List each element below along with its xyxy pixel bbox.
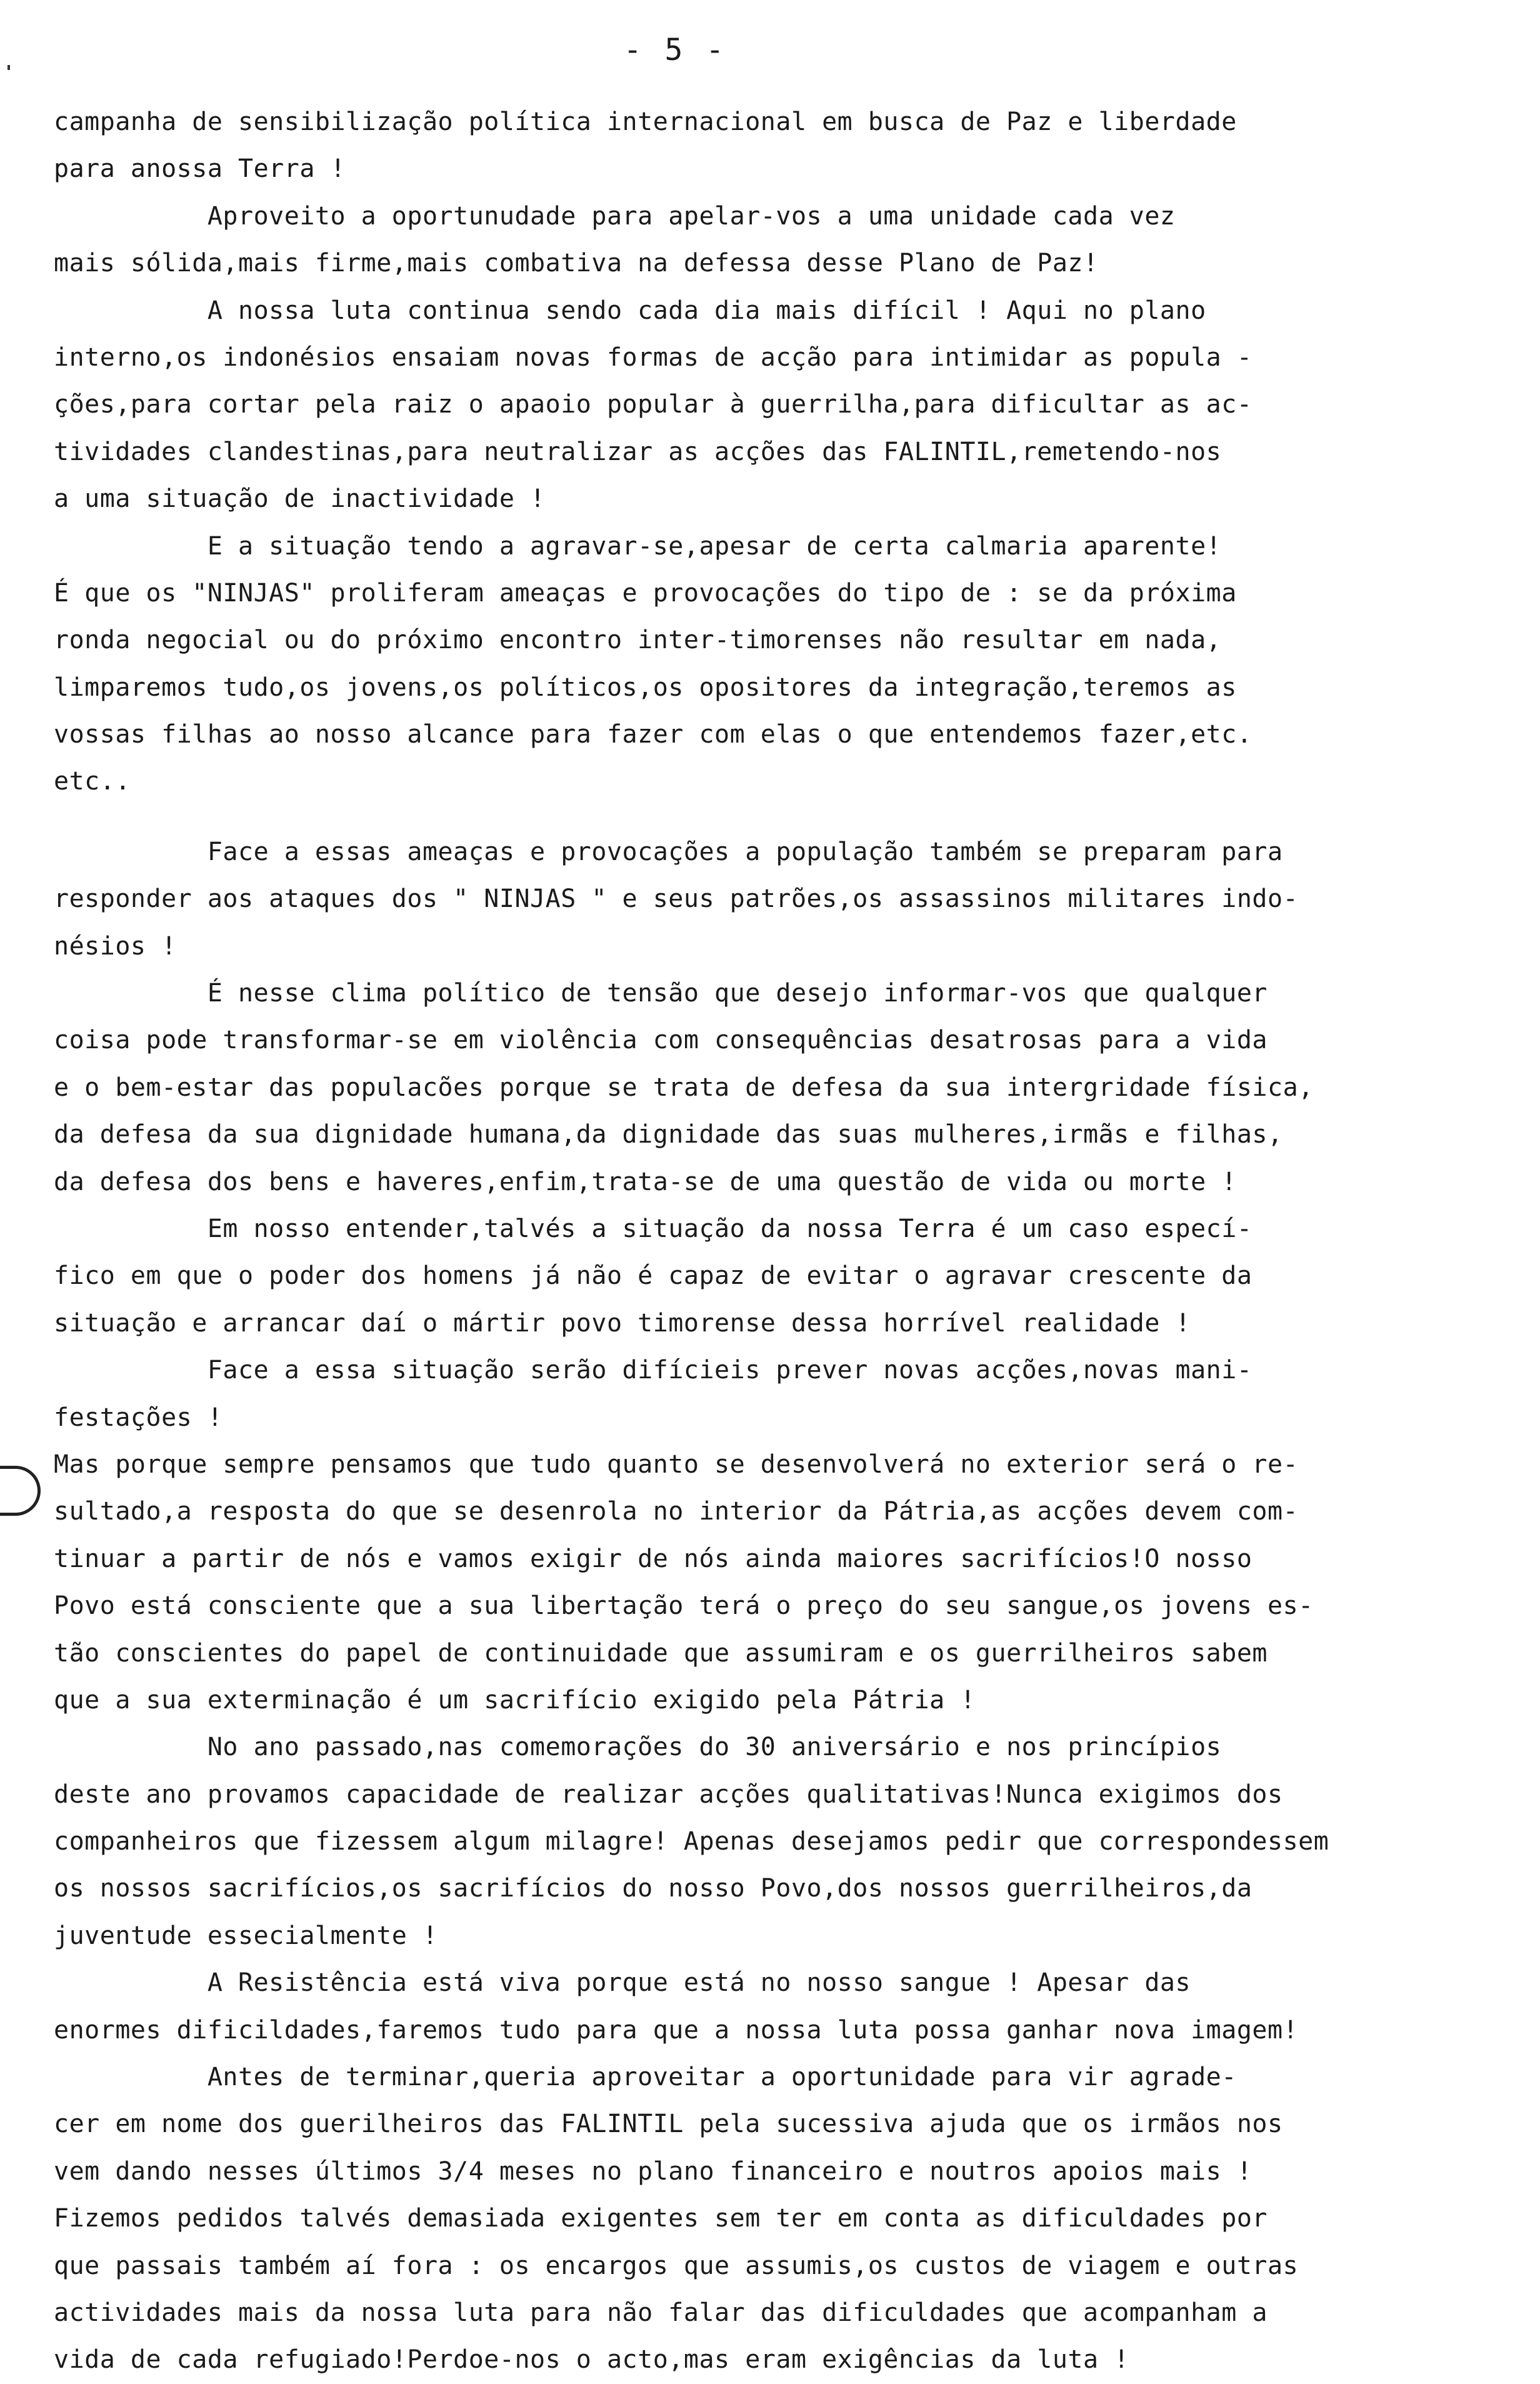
text-line: a uma situação de inactividade !	[54, 484, 546, 514]
text-line: da defesa dos bens e haveres,enfim,trata-se de uma questão de vida ou morte !	[54, 1167, 1237, 1196]
text-line: Face a essas ameaças e provocações a população também se preparam para	[54, 837, 1283, 866]
text-line	[54, 806, 1491, 829]
text-line: festações !	[54, 1403, 223, 1432]
text-line: que a sua exterminação é um sacrifício exigido pela Pátria !	[54, 1685, 976, 1715]
text-line: enormes dificildades,faremos tudo para que a nossa luta possa ganhar nova imagem!	[54, 2015, 1299, 2045]
text-line: A Resistência está viva porque está no nosso sangue ! Apesar das	[54, 1968, 1191, 1998]
text-line: fico em que o poder dos homens já não é capaz de evitar o agravar crescente da	[54, 1261, 1252, 1291]
text-line: e o bem-estar das populacões porque se trata de defesa da sua intergridade física,	[54, 1073, 1314, 1102]
text-line: os nossos sacrifícios,os sacrifícios do nosso Povo,dos nossos guerrilheiros,da	[54, 1874, 1252, 1903]
text-line: vossas filhas ao nosso alcance para fazer com elas o que entendemos fazer,etc.	[54, 720, 1252, 749]
text-line: coisa pode transformar-se em violência com consequências desatrosas para a vida	[54, 1026, 1268, 1055]
text-line: vem dando nesses últimos 3/4 meses no plano financeiro e noutros apoios mais !	[54, 2156, 1252, 2186]
page-number: - 5 -	[623, 33, 727, 68]
text-line: actividades mais da nossa luta para não falar das dificuldades que acompanham a	[54, 2298, 1268, 2327]
text-line: A nossa luta continua sendo cada dia mais difícil ! Aqui no plano	[54, 296, 1206, 325]
text-line: que passais também aí fora : os encargos que assumis,os custos de viagem e outras	[54, 2251, 1299, 2280]
text-line: No ano passado,nas comemorações do 30 aniversário e nos princípios	[54, 1733, 1222, 1762]
text-line: campanha de sensibilização política internacional em busca de Paz e liberdade	[54, 108, 1237, 136]
text-line: mais sólida,mais firme,mais combativa na defessa desse Plano de Paz!	[54, 249, 1099, 278]
text-line: tão conscientes do papel de continuidade que assumiram e os guerrilheiros sabem	[54, 1638, 1268, 1668]
text-line: juventude essecialmente !	[54, 1921, 438, 1950]
text-line: limparemos tudo,os jovens,os políticos,os opositores da integração,teremos as	[54, 673, 1237, 702]
text-line: cer em nome dos guerilheiros das FALINTIL pela sucessiva ajuda que os irmãos nos	[54, 2110, 1283, 2139]
text-line: ções,para cortar pela raiz o apaoio popular à guerrilha,para dificultar as ac-	[54, 390, 1252, 419]
text-line: etc..	[54, 767, 131, 796]
text-line: companheiros que fizessem algum milagre! Apenas desejamos pedir que correspondessem	[54, 1827, 1329, 1856]
text-line: situação e arrancar daí o mártir povo timorense dessa horrível realidade !	[54, 1308, 1191, 1338]
text-line: deste ano provamos capacidade de realizar acções qualitativas!Nunca exigimos dos	[54, 1780, 1283, 1809]
text-line: Fizemos pedidos talvés demasiada exigentes sem ter em conta as dificuldades por	[54, 2204, 1268, 2233]
text-line: É nesse clima político de tensão que desejo informar-vos que qualquer	[54, 979, 1268, 1008]
text-line: nésios !	[54, 931, 177, 961]
text-line: para anossa Terra !	[54, 154, 346, 184]
text-line: interno,os indonésios ensaiam novas formas de acção para intimidar as popula -	[54, 343, 1252, 372]
text-line: Antes de terminar,queria aproveitar a oportunidade para vir agrade-	[54, 2063, 1237, 2092]
text-line: É que os "NINJAS" proliferam ameaças e provocações do tipo de : se da próxima	[54, 578, 1237, 608]
text-line: da defesa da sua dignidade humana,da dignidade das suas mulheres,irmãs e filhas,	[54, 1120, 1283, 1149]
text-line: vida de cada refugiado!Perdoe-nos o acto,mas eram exigências da luta !	[54, 2345, 1129, 2375]
text-line: tividades clandestinas,para neutralizar as acções das FALINTIL,remetendo-nos	[54, 437, 1222, 466]
text-line: Aproveito a oportunudade para apelar-vos a uma unidade cada vez	[54, 201, 1176, 231]
text-line: ronda negocial ou do próximo encontro inter-timorenses não resultar em nada,	[54, 626, 1222, 655]
punch-hole-mark	[0, 1466, 41, 1516]
text-line: Povo está consciente que a sua libertação terá o preço do seu sangue,os jovens es-	[54, 1591, 1314, 1621]
letter-body	[54, 99, 1491, 2384]
text-line: tinuar a partir de nós e vamos exigir de nós ainda maiores sacrifícios!O nosso	[54, 1544, 1252, 1573]
text-line: E a situação tendo a agravar-se,apesar de certa calmaria aparente!	[54, 531, 1222, 561]
text-line: Em nosso entender,talvés a situação da nossa Terra é um caso especí-	[54, 1214, 1252, 1243]
text-line: responder aos ataques dos " NINJAS " e seus patrões,os assassinos militares indo-	[54, 884, 1299, 914]
text-line: Face a essa situação serão difícieis prever novas acções,novas mani-	[54, 1356, 1252, 1385]
text-line: Mas porque sempre pensamos que tudo quanto se desenvolverá no exterior será o re-	[54, 1450, 1299, 1479]
text-line: sultado,a resposta do que se desenrola no interior da Pátria,as acções devem com-	[54, 1497, 1299, 1526]
